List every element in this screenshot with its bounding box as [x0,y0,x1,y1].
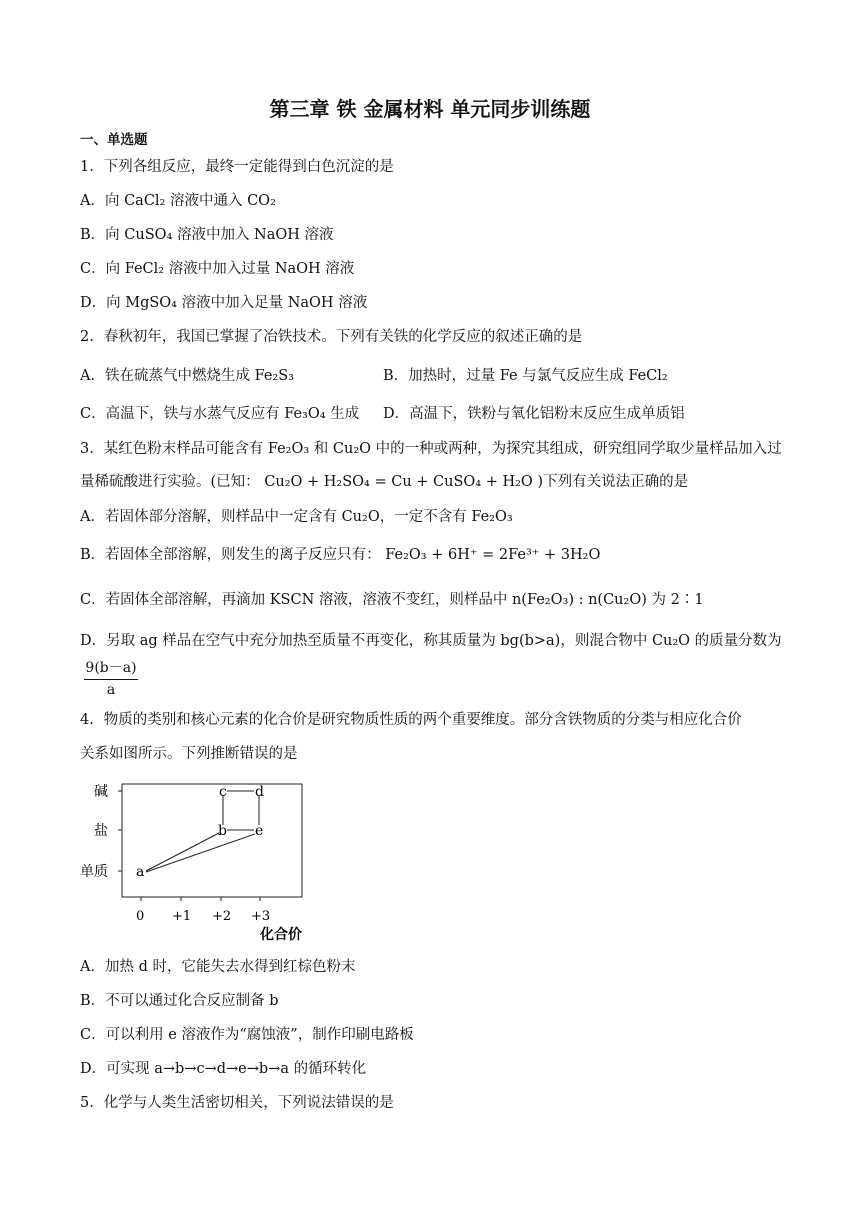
x-label-plus1: +1 [172,909,192,924]
point-c: c [219,784,227,800]
point-b: b [218,823,227,839]
q3-stem-line1: 3．某红色粉末样品可能含有 Fe₂O₃ 和 Cu₂O 中的一种或两种，为探究其组成，研究组同学取少量样品加入过 [80,441,782,457]
q2-option-b: B．加热时，过量 Fe 与氯气反应生成 FeCl₂ [383,368,668,384]
edge-a-b [146,833,219,871]
point-a: a [136,864,145,880]
q2-option-c: C．高温下，铁与水蒸气反应有 Fe₃O₄ 生成 [80,406,360,422]
y-label-salt: 盐 [94,823,108,839]
page-title: 第三章 铁 金属材料 单元同步训练题 [269,97,591,121]
x-label-plus3: +3 [251,909,271,924]
x-label-0: 0 [136,909,145,924]
point-e: e [255,823,264,839]
fraction-denominator: a [106,682,116,698]
q1-option-b: B．向 CuSO₄ 溶液中加入 NaOH 溶液 [80,227,334,243]
q1-stem: 1．下列各组反应，最终一定能得到白色沉淀的是 [80,159,394,175]
q3-fraction [84,657,138,698]
y-label-element: 单质 [80,864,108,880]
q1-option-d: D．向 MgSO₄ 溶液中加入足量 NaOH 溶液 [80,295,368,311]
x-label-plus2: +2 [212,909,232,924]
q3-stem-line2: 量稀硫酸进行实验。(已知： Cu₂O + H₂SO₄ = Cu + CuSO₄ + H₂O )下列有关说法正确的是 [80,474,689,490]
q3-option-d: D．另取 ag 样品在空气中充分加热至质量不再变化，称其质量为 bg(b>a)，则混合物中 Cu₂O 的质量分数为 [80,633,782,649]
q4-option-a: A．加热 d 时，它能失去水得到红棕色粉末 [80,959,356,975]
point-d: d [255,784,264,800]
q4-option-c: C．可以利用 e 溶液作为“腐蚀液”，制作印刷电路板 [80,1027,414,1043]
q1-option-a: A．向 CaCl₂ 溶液中通入 CO₂ [80,193,276,209]
q5-stem: 5．化学与人类生活密切相关，下列说法错误的是 [80,1095,394,1111]
section-heading: 一、单选题 [80,132,148,148]
q4-stem-line2: 关系如图所示。下列推断错误的是 [80,746,298,762]
q2-option-a: A．铁在硫蒸气中燃烧生成 Fe₂S₃ [80,368,294,384]
q4-option-b: B．不可以通过化合反应制备 b [80,993,279,1009]
x-axis-title: 化合价 [260,927,302,943]
q4-stem-line1: 4．物质的类别和核心元素的化合价是研究物质性质的两个重要维度。部分含铁物质的分类与相应化合价 [80,712,742,728]
q3-option-b: B．若固体全部溶解，则发生的离子反应只有： Fe₂O₃ + 6H⁺ = 2Fe³⁺ + 3H₂O [80,547,601,563]
y-label-base: 碱 [94,784,108,800]
edge-a-e [146,834,255,872]
diagram-frame [122,784,302,897]
q2-stem: 2．春秋初年，我国已掌握了冶铁技术。下列有关铁的化学反应的叙述正确的是 [80,329,583,345]
valence-class-diagram [80,776,310,946]
q3-option-a: A．若固体部分溶解，则样品中一定含有 Cu₂O，一定不含有 Fe₂O₃ [80,509,513,525]
q2-option-d: D．高温下，铁粉与氧化铝粉末反应生成单质铝 [383,406,685,422]
q4-option-d: D．可实现 a→b→c→d→e→b→a 的循环转化 [80,1061,367,1077]
q1-option-c: C．向 FeCl₂ 溶液中加入过量 NaOH 溶液 [80,261,355,277]
q3-option-c: C．若固体全部溶解，再滴加 KSCN 溶液，溶液不变红，则样品中 n(Fe₂O₃) : n(Cu₂O) 为 2∶1 [80,592,704,608]
fraction-numerator: 9(b－a) [84,657,138,680]
